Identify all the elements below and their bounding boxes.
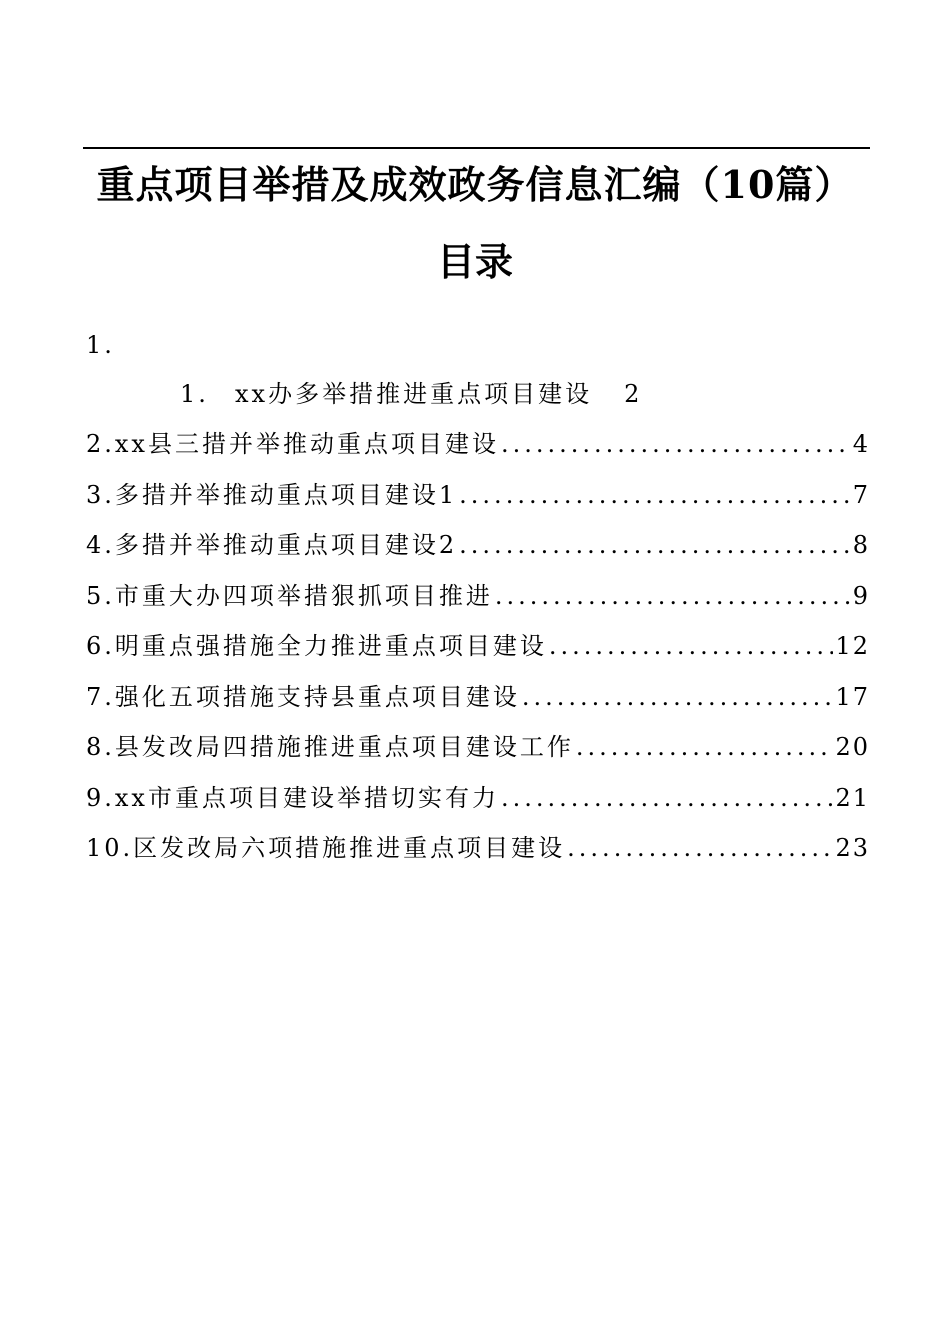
toc-entry-page: 2 (624, 380, 643, 408)
toc-entry-page: 17 (835, 682, 870, 711)
toc-heading: 目录 (436, 239, 513, 284)
document-title: 重点项目举措及成效政务信息汇编（10篇） (96, 162, 854, 207)
toc-dot-leader (459, 530, 851, 560)
toc-entry-4[interactable] (86, 530, 870, 581)
toc-dot-leader (549, 631, 834, 661)
toc-entry-label: 2.xx县三措并举推动重点项目建设 (86, 430, 499, 458)
toc-entry-6[interactable] (86, 631, 870, 682)
toc-entry-number: 1. (180, 380, 209, 408)
toc-entry-3[interactable] (86, 480, 870, 531)
toc-entry-page: 12 (835, 632, 870, 660)
toc-dot-leader (501, 429, 851, 459)
top-divider-line (83, 147, 870, 149)
toc-entry-label: 8.县发改局四措施推进重点项目建设工作 (86, 733, 574, 761)
toc-entry-10[interactable] (86, 833, 870, 884)
toc-entry-5[interactable] (86, 581, 870, 632)
toc-entry-1[interactable] (180, 379, 642, 409)
toc-dot-leader (495, 581, 851, 611)
toc-dot-leader (576, 732, 834, 762)
toc-dot-leader (567, 833, 833, 863)
toc-entry-label: 7.强化五项措施支持县重点项目建设 (86, 682, 520, 711)
toc-entry-8[interactable] (86, 732, 870, 783)
toc-entry-page: 21 (835, 783, 870, 812)
toc-entry-label: 5.市重大办四项举措狠抓项目推进 (86, 581, 493, 610)
toc-entry-page: 9 (852, 581, 870, 610)
toc-entry-page: 4 (852, 430, 870, 458)
toc-entry-label: 6.明重点强措施全力推进重点项目建设 (86, 632, 547, 660)
toc-entry-page: 7 (852, 480, 870, 509)
toc-entry-label: 4.多措并举推动重点项目建设2 (86, 531, 458, 559)
toc-dot-leader (501, 783, 833, 813)
toc-entry-label: 9.xx市重点项目建设举措切实有力 (86, 783, 499, 812)
toc-dot-leader (522, 682, 834, 712)
toc-entry-page: 8 (852, 531, 870, 559)
toc-entry-label: 10.区发改局六项措施推进重点项目建设 (86, 834, 566, 862)
toc-entry-label: 3.多措并举推动重点项目建设1 (86, 480, 458, 509)
toc-entry-label: xx办多举措推进重点项目建设 (235, 380, 593, 408)
toc-entry-2[interactable] (86, 429, 870, 480)
toc-dot-leader (459, 480, 851, 510)
toc-entry-page: 23 (835, 834, 870, 862)
toc-entry-page: 20 (835, 733, 870, 761)
toc-list (86, 429, 870, 884)
toc-entry-9[interactable] (86, 783, 870, 834)
toc-stub-number: 1. (86, 331, 115, 359)
toc-entry-7[interactable] (86, 682, 870, 733)
